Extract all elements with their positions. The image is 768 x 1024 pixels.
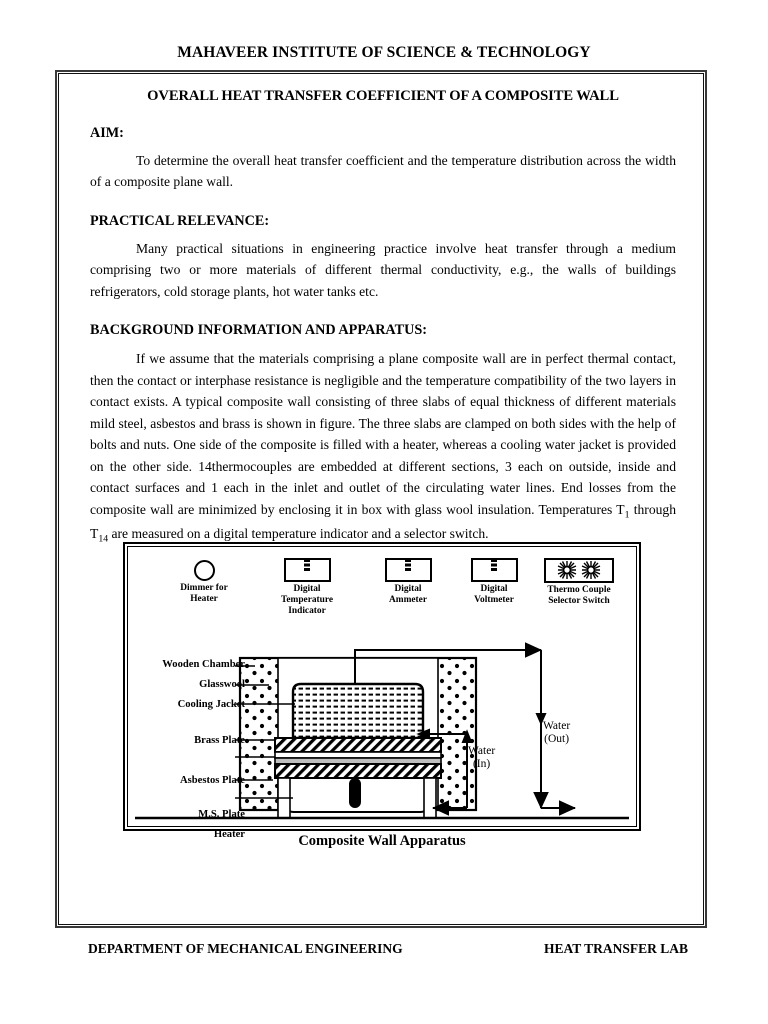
instrument-label-line2: Ammeter <box>389 595 427 606</box>
part-label-wooden-chamber: Wooden Chamber <box>162 659 245 670</box>
cooling-jacket <box>293 684 423 738</box>
apparatus-figure <box>123 542 641 840</box>
water-out-line1: Water <box>543 720 571 732</box>
page-footer <box>88 941 688 957</box>
background-text-part2: through T <box>90 501 677 541</box>
instrument-label-line3: Indicator <box>288 606 326 617</box>
water-in-label <box>468 745 495 771</box>
instrument-label-line2: Voltmeter <box>474 595 514 606</box>
section-heading-aim: AIM: <box>90 125 124 141</box>
instrument-label-line2: Selector Switch <box>548 596 610 607</box>
heater-housing <box>278 778 436 818</box>
section-body-background-information <box>90 348 676 547</box>
heater-element <box>349 778 361 808</box>
part-label-heater: Heater <box>213 829 245 840</box>
figure-caption: Composite Wall Apparatus <box>298 833 466 849</box>
instrument-label-line1: Thermo Couple <box>547 585 611 595</box>
instrument-label-line1: Dimmer for <box>180 583 228 593</box>
section-body-aim: To determine the overall heat transfer coefficient and the temperature distribution across the width of a composite plane wall. <box>90 153 676 190</box>
instrument-label-line1: Digital <box>293 584 321 594</box>
footer-lab-name: HEAT TRANSFER LAB <box>543 941 688 956</box>
part-label-asbestos-plate: Asbestos Plate <box>179 775 245 786</box>
composite-wall-slabs <box>275 738 441 778</box>
apparatus-part-labels <box>137 660 245 850</box>
instrument-label-line2: Temperature <box>280 595 334 606</box>
part-label-brass-plate: Brass Plate <box>194 735 245 746</box>
section-heading-practical-relevance: PRACTICAL RELEVANCE: <box>90 212 270 229</box>
water-out-label <box>543 720 570 746</box>
water-in-line2: (In) <box>472 757 491 770</box>
part-label-cooling-jacket: Cooling Jacket <box>177 699 245 710</box>
t14-subscript: 14 <box>98 533 109 545</box>
water-out-line2: (Out) <box>544 732 570 745</box>
section-body-practical-relevance: Many practical situations in engineering practice involve heat transfer through a medium comprising two or more materials of different thermal conductivity, e.g., the walls of buildings refrigerators, cold storage plants, hot water tanks etc. <box>90 240 676 299</box>
document-body <box>90 82 676 547</box>
page-title: OVERALL HEAT TRANSFER COEFFICIENT OF A COMPOSITE WALL <box>147 88 619 104</box>
part-label-glasswool: Glasswool <box>199 679 245 690</box>
part-label-ms-plate: M.S. Plate <box>198 809 245 820</box>
footer-department: DEPARTMENT OF MECHANICAL ENGINEERING <box>88 941 403 956</box>
instrument-label-line2: Heater <box>190 594 218 605</box>
t1-subscript: 1 <box>624 509 630 521</box>
instrument-label-line1: Digital <box>480 584 508 594</box>
background-text-part3: are measured on a digital temperature indicator and a selector switch. <box>108 525 489 541</box>
section-heading-background-information: BACKGROUND INFORMATION AND APPARATUS: <box>90 322 427 339</box>
page-header: MAHAVEER INSTITUTE OF SCIENCE & TECHNOLOGY <box>177 44 591 61</box>
water-in-line1: Water <box>468 745 496 757</box>
background-text-part1: If we assume that the materials comprising a plane composite wall are in perfect thermal contact, then the contact or interphase resistance is negligible and the temperature compatibility of the two layers in contact exists. A typical composite wall consisting of three slabs of equal thickness of different materials mild steel, asbestos and brass is shown in figure. The three slabs are clamped on both sides with the help of bolts and nuts. One side of the composite is filled with a heater, whereas a cooling water jacket is provided on the other side. 14thermocouples are embedded at different sections, 3 each on outside, inside and contact surfaces and 1 each in the inlet and outlet of the circulating water lines. End losses from the composite wall are minimized by enclosing it in box with glass wool insulation. Temperatures T <box>90 351 676 517</box>
instrument-label-line1: Digital <box>394 584 422 594</box>
